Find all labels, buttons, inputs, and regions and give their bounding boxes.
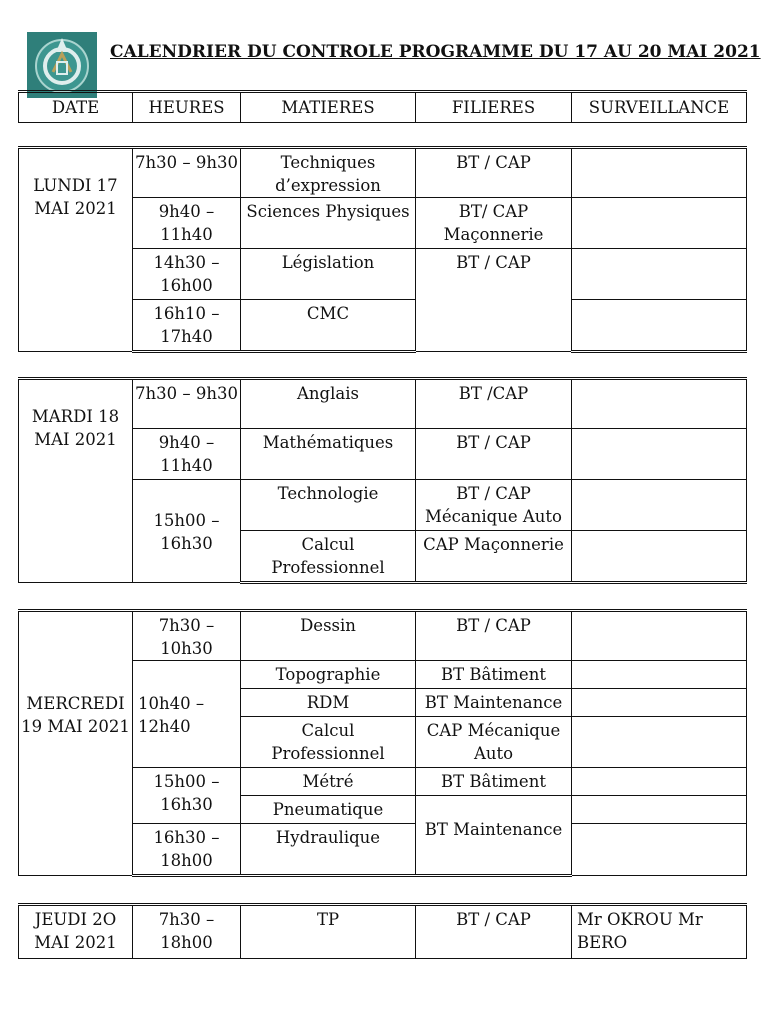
- heures-cell: 15h00 – 16h30: [133, 480, 241, 583]
- surveillance-cell: [572, 198, 747, 249]
- surveillance-cell: [572, 689, 747, 717]
- matiere-cell: Calcul Professionnel: [241, 531, 416, 583]
- surveillance-cell: [572, 796, 747, 824]
- filiere-cell: BT / CAP Mécanique Auto: [416, 480, 572, 531]
- surveillance-cell: [572, 148, 747, 198]
- matiere-cell: Technologie: [241, 480, 416, 531]
- day-table-tuesday: [18, 377, 747, 584]
- matiere-cell: CMC: [241, 300, 416, 352]
- surveillance-cell: [572, 611, 747, 661]
- day-table-wednesday: [18, 609, 747, 877]
- matiere-cell: Calcul Professionnel: [241, 717, 416, 768]
- header-matieres: MATIERES: [241, 92, 416, 123]
- matiere-cell: Mathématiques: [241, 429, 416, 480]
- surveillance-cell: [572, 824, 747, 876]
- filiere-cell: BT Maintenance: [416, 689, 572, 717]
- heures-cell: 7h30 – 9h30: [133, 148, 241, 198]
- heures-cell: 14h30 – 16h00: [133, 249, 241, 300]
- header-table: [18, 90, 747, 123]
- matiere-cell: Anglais: [241, 379, 416, 429]
- date-cell: JEUDI 2O MAI 2021: [19, 905, 133, 959]
- matiere-cell: TP: [241, 905, 416, 959]
- header-heures: HEURES: [133, 92, 241, 123]
- heures-cell: 7h30 – 10h30: [133, 611, 241, 661]
- matiere-cell: Hydraulique: [241, 824, 416, 876]
- date-cell: MERCREDI 19 MAI 2021: [19, 611, 133, 876]
- surveillance-cell: [572, 717, 747, 768]
- matiere-cell: Topographie: [241, 661, 416, 689]
- matiere-cell: RDM: [241, 689, 416, 717]
- filiere-cell: BT/ CAP Maçonnerie: [416, 198, 572, 249]
- header-date: DATE: [19, 92, 133, 123]
- header-filieres: FILIERES: [416, 92, 572, 123]
- filiere-cell: BT Maintenance: [416, 796, 572, 876]
- heures-cell: 7h30 – 18h00: [133, 905, 241, 959]
- filiere-cell: BT / CAP: [416, 905, 572, 959]
- school-emblem-icon: [27, 32, 97, 98]
- matiere-cell: Sciences Physiques: [241, 198, 416, 249]
- filiere-cell: BT /CAP: [416, 379, 572, 429]
- filiere-cell: CAP Maçonnerie: [416, 531, 572, 583]
- surveillance-cell: [572, 379, 747, 429]
- heures-cell: 9h40 – 11h40: [133, 429, 241, 480]
- day-table-monday: [18, 146, 747, 353]
- surveillance-cell: [572, 768, 747, 796]
- heures-cell: 15h00 – 16h30: [133, 768, 241, 824]
- matiere-cell: Pneumatique: [241, 796, 416, 824]
- page-title: CALENDRIER DU CONTROLE PROGRAMME DU 17 AU 20 MAI 2021: [110, 42, 761, 62]
- filiere-cell: BT Bâtiment: [416, 768, 572, 796]
- heures-cell: 7h30 – 9h30: [133, 379, 241, 429]
- surveillance-cell: [572, 249, 747, 300]
- surveillance-cell: [572, 480, 747, 531]
- surveillance-cell: [572, 531, 747, 583]
- header-surveillance: SURVEILLANCE: [572, 92, 747, 123]
- matiere-cell: Techniques d’expression: [241, 148, 416, 198]
- matiere-cell: Dessin: [241, 611, 416, 661]
- surveillance-cell: Mr OKROU Mr BERO: [572, 905, 747, 959]
- heures-cell: 10h40 – 12h40: [133, 661, 241, 768]
- heures-cell: 9h40 – 11h40: [133, 198, 241, 249]
- filiere-cell: BT / CAP: [416, 611, 572, 661]
- surveillance-cell: [572, 300, 747, 352]
- matiere-cell: Législation: [241, 249, 416, 300]
- filiere-cell: BT / CAP: [416, 249, 572, 352]
- matiere-cell: Métré: [241, 768, 416, 796]
- date-cell: MARDI 18 MAI 2021: [19, 379, 133, 583]
- day-table-thursday: [18, 903, 747, 959]
- filiere-cell: BT / CAP: [416, 148, 572, 198]
- surveillance-cell: [572, 429, 747, 480]
- date-cell: LUNDI 17 MAI 2021: [19, 148, 133, 352]
- filiere-cell: CAP Mécanique Auto: [416, 717, 572, 768]
- filiere-cell: BT / CAP: [416, 429, 572, 480]
- filiere-cell: BT Bâtiment: [416, 661, 572, 689]
- surveillance-cell: [572, 661, 747, 689]
- heures-cell: 16h30 – 18h00: [133, 824, 241, 876]
- heures-cell: 16h10 – 17h40: [133, 300, 241, 352]
